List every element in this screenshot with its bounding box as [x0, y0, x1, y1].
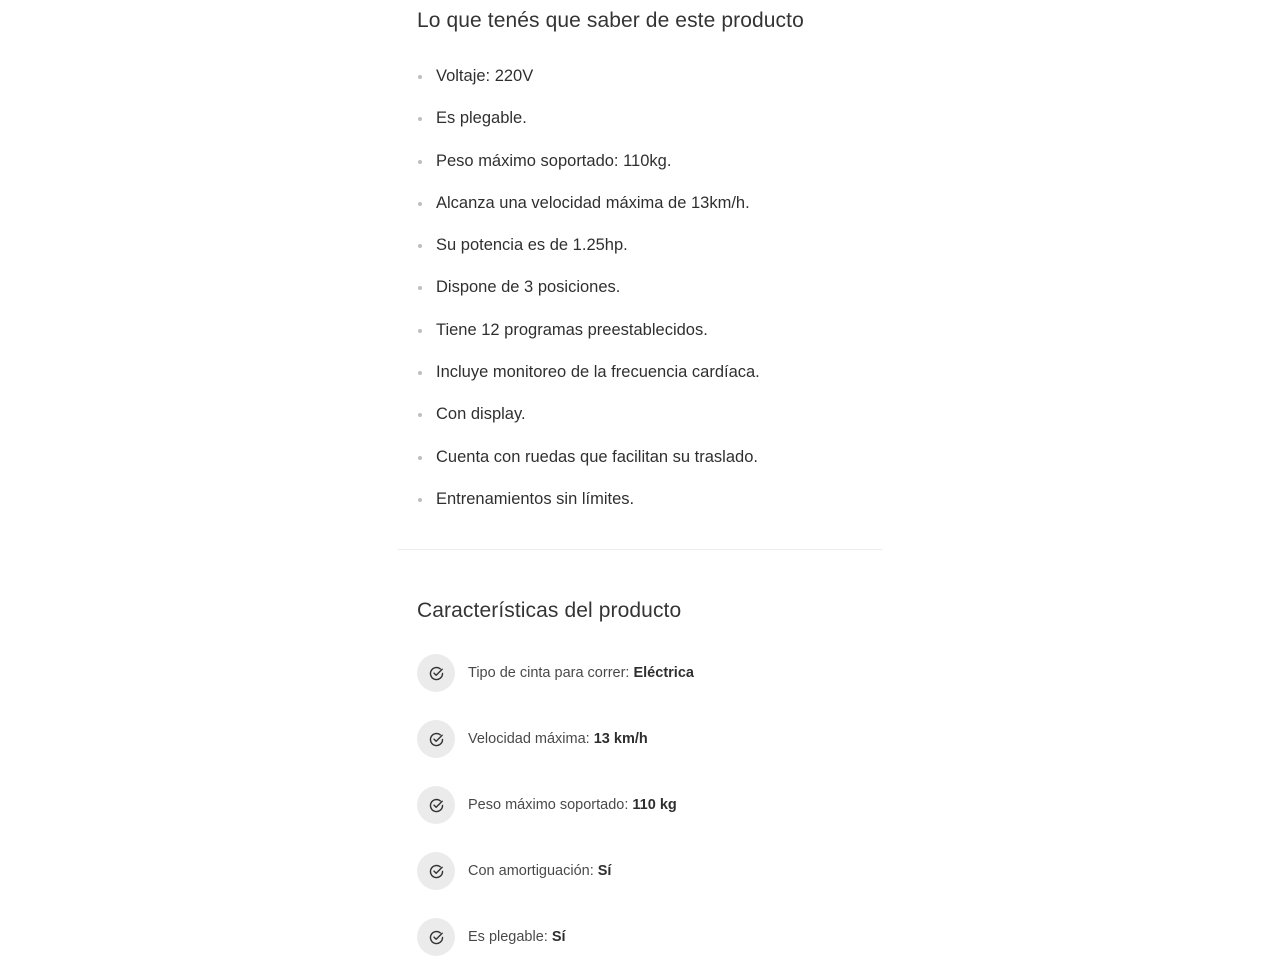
knowledge-item-text: Tiene 12 programas preestablecidos. — [436, 320, 708, 339]
spec-text — [468, 654, 694, 692]
bullet-dot-icon — [418, 413, 422, 417]
check-circle-icon — [417, 720, 455, 758]
spec-text — [468, 786, 677, 824]
bullet-dot-icon — [418, 456, 422, 460]
check-circle-icon — [417, 852, 455, 890]
bullet-dot-icon — [418, 498, 422, 502]
spec-item — [417, 852, 694, 918]
bullet-dot-icon — [418, 75, 422, 79]
spec-item — [417, 654, 694, 720]
knowledge-item-text: Con display. — [436, 405, 526, 424]
spec-item — [417, 918, 694, 960]
knowledge-list-item — [417, 55, 760, 97]
spec-text — [468, 720, 648, 758]
knowledge-item-text: Peso máximo soportado: 110kg. — [436, 151, 672, 170]
knowledge-list-item — [417, 436, 760, 478]
knowledge-list-item — [417, 97, 760, 139]
knowledge-list-item — [417, 140, 760, 182]
spec-item — [417, 786, 694, 852]
specs-list — [417, 654, 694, 960]
knowledge-item-text: Alcanza una velocidad máxima de 13km/h. — [436, 193, 750, 212]
knowledge-list-item — [417, 182, 760, 224]
knowledge-section-title: Lo que tenés que saber de este producto — [417, 9, 804, 32]
check-circle-icon — [417, 654, 455, 692]
bullet-dot-icon — [418, 329, 422, 333]
spec-text — [468, 852, 611, 890]
bullet-dot-icon — [418, 117, 422, 121]
knowledge-item-text: Voltaje: 220V — [436, 67, 534, 85]
knowledge-item-text: Entrenamientos sin límites. — [436, 489, 635, 508]
spec-value: Sí — [597, 863, 612, 879]
knowledge-item-text: Su potencia es de 1.25hp. — [436, 236, 628, 255]
bullet-dot-icon — [418, 371, 422, 375]
knowledge-list-item — [417, 266, 760, 308]
spec-label: Velocidad máxima: — [468, 731, 594, 747]
spec-value: 13 km/h — [593, 731, 648, 747]
section-divider — [398, 549, 882, 550]
specs-section-title: Características del producto — [417, 599, 682, 622]
spec-label: Es plegable: — [468, 929, 552, 945]
bullet-dot-icon — [418, 244, 422, 248]
spec-item — [417, 720, 694, 786]
knowledge-list — [417, 55, 760, 520]
knowledge-list-item — [417, 478, 760, 520]
spec-value: Eléctrica — [633, 665, 694, 681]
knowledge-item-text: Dispone de 3 posiciones. — [436, 278, 621, 297]
spec-value: 110 kg — [632, 797, 677, 813]
bullet-dot-icon — [418, 286, 422, 290]
knowledge-list-item — [417, 351, 760, 393]
check-circle-icon — [417, 786, 455, 824]
knowledge-list-item — [417, 393, 760, 435]
knowledge-item-text: Es plegable. — [436, 109, 527, 128]
knowledge-item-text: Cuenta con ruedas que facilitan su traslado. — [436, 447, 758, 466]
knowledge-list-item — [417, 309, 760, 351]
spec-label: Tipo de cinta para correr: — [468, 665, 634, 681]
bullet-dot-icon — [418, 202, 422, 206]
knowledge-list-item — [417, 224, 760, 266]
spec-text — [468, 918, 566, 956]
knowledge-item-text: Incluye monitoreo de la frecuencia cardíaca. — [436, 363, 760, 382]
bullet-dot-icon — [418, 160, 422, 164]
spec-value: Sí — [551, 929, 566, 945]
spec-label: Peso máximo soportado: — [468, 797, 633, 813]
check-circle-icon — [417, 918, 455, 956]
spec-label: Con amortiguación: — [468, 863, 598, 879]
